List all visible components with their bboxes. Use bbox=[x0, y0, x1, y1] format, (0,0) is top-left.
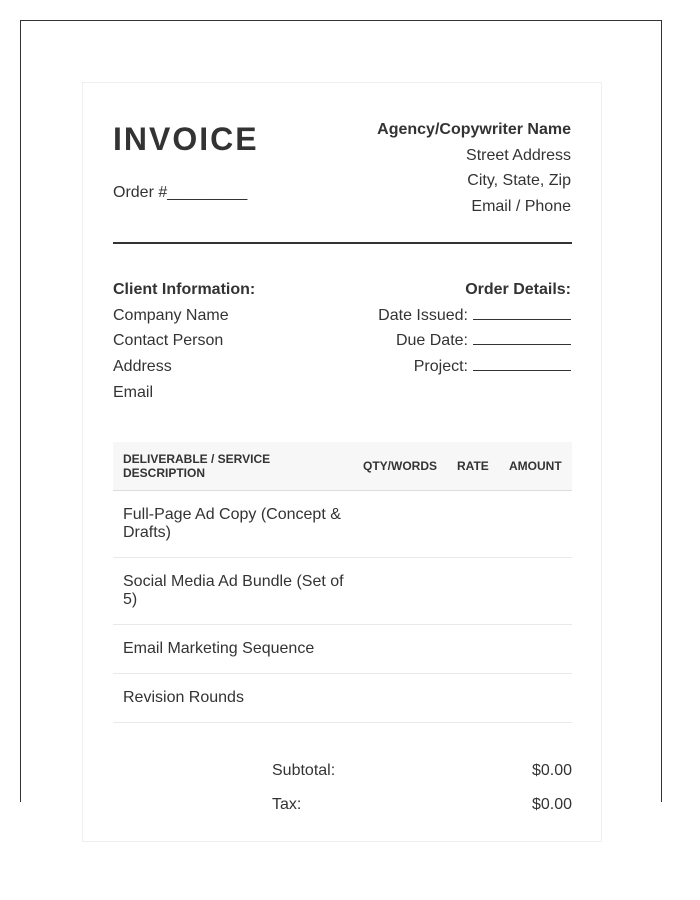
order-number-field: Order #_________ bbox=[113, 184, 248, 201]
header-rate: RATE bbox=[457, 459, 489, 473]
header-description: DELIVERABLE / SERVICE DESCRIPTION bbox=[123, 452, 271, 480]
subtotal-label: Subtotal: bbox=[272, 762, 336, 779]
subtotal-value: $0.00 bbox=[531, 762, 572, 779]
table-row bbox=[113, 491, 572, 558]
date-issued-row bbox=[378, 303, 571, 329]
due-date-label: Due Date: bbox=[395, 332, 468, 350]
row-description: Revision Rounds bbox=[123, 689, 244, 706]
table-header bbox=[113, 442, 572, 491]
totals-block bbox=[272, 762, 572, 830]
header-amount: AMOUNT bbox=[509, 459, 562, 473]
invoice-card bbox=[82, 82, 602, 842]
agency-street: Street Address bbox=[466, 146, 571, 164]
table-row bbox=[113, 625, 572, 674]
row-description: Social Media Ad Bundle (Set of 5) bbox=[123, 573, 344, 608]
due-date-row bbox=[378, 328, 571, 354]
tax-value: $0.00 bbox=[531, 796, 572, 813]
client-email: Email bbox=[113, 383, 154, 401]
agency-city: City, State, Zip bbox=[467, 172, 571, 190]
agency-name: Agency/Copywriter Name bbox=[377, 121, 571, 138]
invoice-title: INVOICE bbox=[113, 121, 259, 157]
client-company: Company Name bbox=[113, 306, 229, 324]
services-table bbox=[113, 442, 572, 723]
tax-label: Tax: bbox=[272, 796, 302, 813]
project-row bbox=[378, 354, 571, 380]
date-issued-label: Date Issued: bbox=[378, 306, 468, 324]
tax-row bbox=[272, 796, 572, 830]
project-blank bbox=[473, 356, 571, 371]
due-date-blank bbox=[473, 330, 571, 345]
client-contact-person: Contact Person bbox=[113, 332, 224, 350]
table-row bbox=[113, 674, 572, 723]
order-details-block bbox=[378, 277, 571, 380]
agency-contact: Email / Phone bbox=[471, 198, 571, 216]
table-row bbox=[113, 558, 572, 625]
row-description: Email Marketing Sequence bbox=[123, 640, 315, 657]
header-divider bbox=[113, 242, 572, 244]
client-info-block bbox=[113, 277, 255, 406]
order-details-heading: Order Details: bbox=[465, 281, 571, 298]
client-info-heading: Client Information: bbox=[113, 281, 256, 298]
page-frame bbox=[20, 20, 662, 813]
date-issued-blank bbox=[473, 305, 571, 320]
agency-block bbox=[377, 117, 571, 220]
header-qty: QTY/WORDS bbox=[363, 459, 437, 473]
row-description: Full-Page Ad Copy (Concept & Drafts) bbox=[123, 506, 341, 541]
subtotal-row bbox=[272, 762, 572, 796]
client-address: Address bbox=[113, 358, 172, 376]
project-label: Project: bbox=[413, 358, 468, 376]
